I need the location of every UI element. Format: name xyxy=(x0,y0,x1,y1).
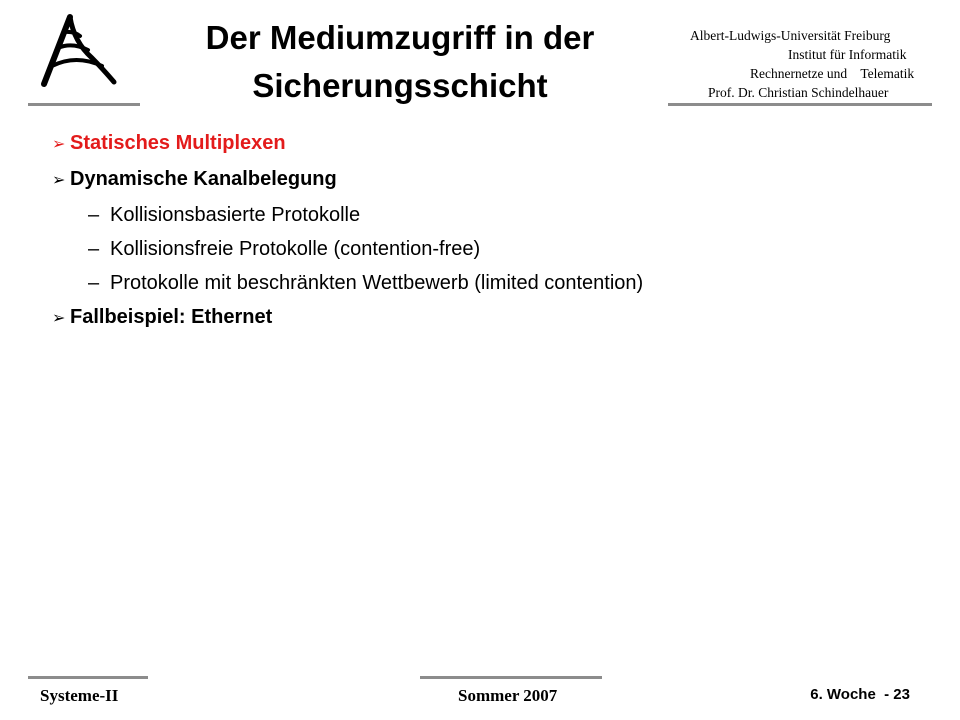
sub-bullet-label: Kollisionsbasierte Protokolle xyxy=(110,204,361,226)
bullet-label: Fallbeispiel: Ethernet xyxy=(70,306,273,328)
institution-institute: Institut für Informatik xyxy=(788,47,907,62)
institution-chair: Rechnernetze und Telematik xyxy=(750,66,915,81)
header-rule-right xyxy=(668,103,932,106)
dash-bullet-icon: – xyxy=(88,204,100,226)
university-logo-icon xyxy=(40,12,120,92)
dash-bullet-icon: – xyxy=(88,272,100,294)
slide-content xyxy=(48,126,928,336)
footer-term: Sommer 2007 xyxy=(458,686,558,705)
sub-bullet-label: Kollisionsfreie Protokolle (contention-free) xyxy=(110,238,481,260)
sub-bullet-item xyxy=(88,198,928,232)
arrow-bullet-icon: ➢ xyxy=(52,136,66,153)
footer-rule-center xyxy=(420,676,602,679)
arrow-bullet-icon: ➢ xyxy=(52,172,66,189)
arrow-bullet-icon: ➢ xyxy=(52,310,66,327)
footer-page-number: 6. Woche - 23 xyxy=(810,686,910,703)
slide-title-line-2: Sicherungsschicht xyxy=(252,67,548,104)
slide-title-line-1: Der Mediumzugriff in der xyxy=(205,19,595,56)
bullet-item xyxy=(52,300,928,336)
footer-rule-left xyxy=(28,676,148,679)
bullet-item xyxy=(52,162,928,198)
institution-block xyxy=(640,26,932,102)
slide-title xyxy=(150,14,650,110)
bullet-label: Statisches Multiplexen xyxy=(70,132,286,154)
header-rule-left xyxy=(28,103,140,106)
sub-bullet-item xyxy=(88,232,928,266)
footer-course: Systeme-II xyxy=(40,686,119,705)
bullet-label: Dynamische Kanalbelegung xyxy=(70,168,337,190)
sub-bullet-item xyxy=(88,266,928,300)
institution-university: Albert-Ludwigs-Universität Freiburg xyxy=(690,28,891,43)
sub-bullet-label: Protokolle mit beschränkten Wettbewerb (limited contention) xyxy=(110,272,644,294)
bullet-item xyxy=(52,126,928,162)
institution-professor: Prof. Dr. Christian Schindelhauer xyxy=(708,85,889,100)
dash-bullet-icon: – xyxy=(88,238,100,260)
